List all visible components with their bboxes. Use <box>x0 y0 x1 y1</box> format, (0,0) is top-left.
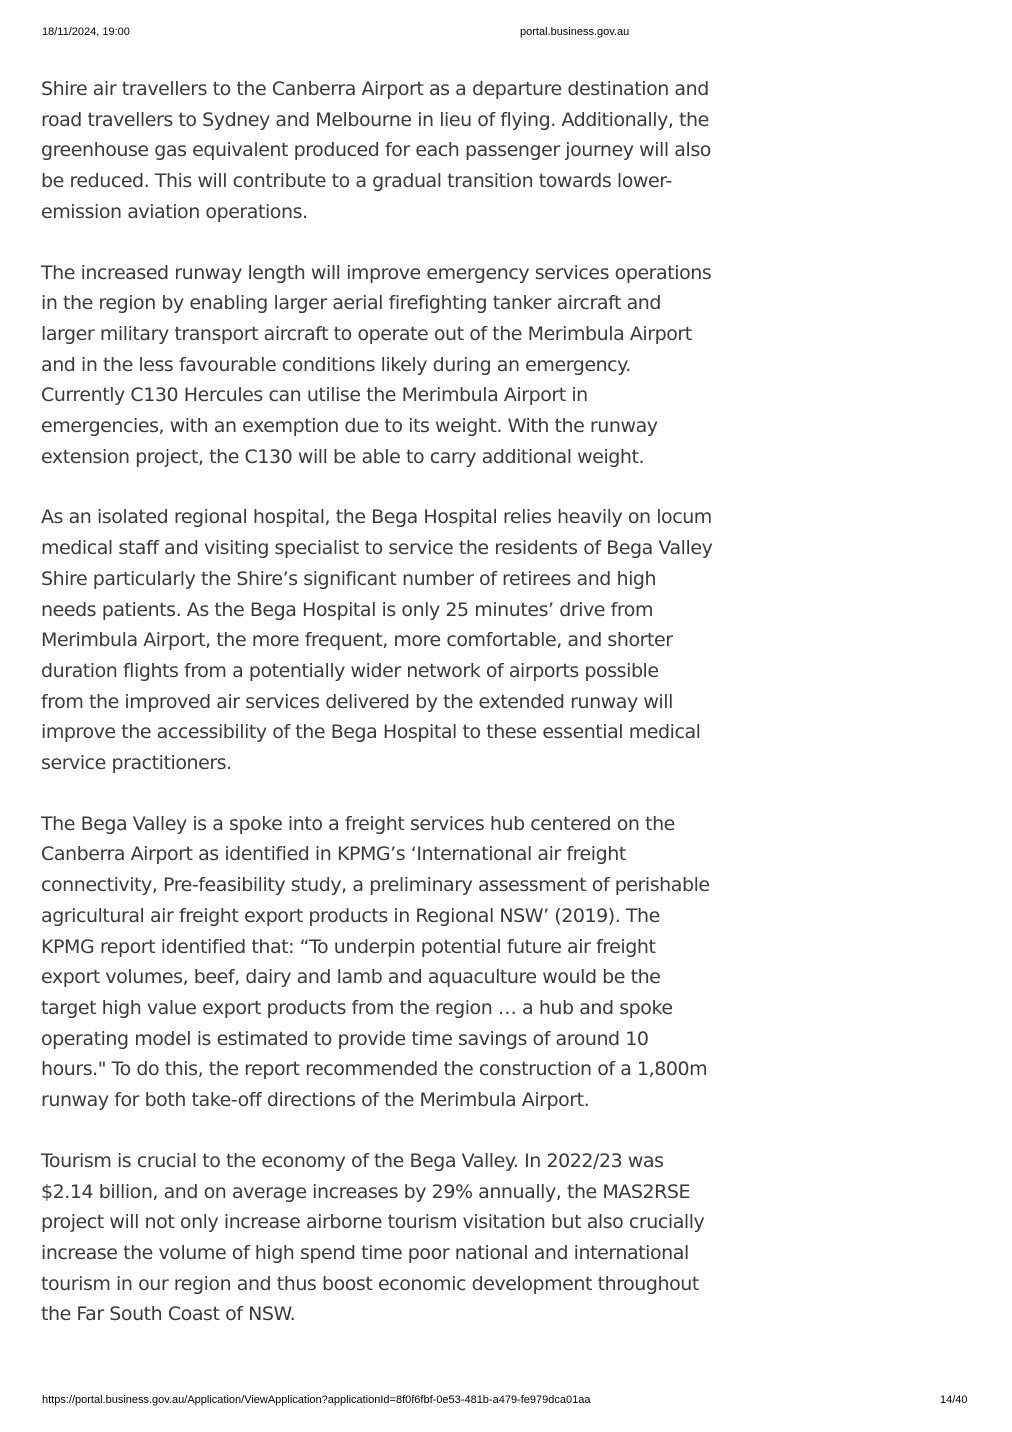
text-line: operating model is estimated to provide time savings of around 10 <box>41 1027 649 1050</box>
text-line: the Far South Coast of NSW. <box>41 1303 296 1326</box>
print-page-url: https://portal.business.gov.au/Application/ViewApplication?applicationId=8f0f6fbf-0e53-481b-a479-fe979dca01aa <box>42 1394 591 1406</box>
text-line: road travellers to Sydney and Melbourne in lieu of flying. Additionally, the <box>41 108 709 131</box>
print-site-domain: portal.business.gov.au <box>520 26 630 38</box>
text-line: $2.14 billion, and on average increases by 29% annually, the MAS2RSE <box>41 1180 691 1203</box>
text-line: service practitioners. <box>41 752 232 775</box>
text-line: be reduced. This will contribute to a gradual transition towards lower- <box>41 170 672 193</box>
text-line: KPMG report identified that: “To underpin potential future air freight <box>41 935 656 958</box>
text-line: The increased runway length will improve emergency services operations <box>41 261 712 284</box>
text-line: from the improved air services delivered by the extended runway will <box>41 690 673 713</box>
print-footer <box>0 1394 1012 1414</box>
text-line: Canberra Airport as identified in KPMG’s ‘International air freight <box>41 843 626 866</box>
text-line: and in the less favourable conditions likely during an emergency. <box>41 353 631 376</box>
paragraph-emergency-services <box>41 258 756 473</box>
text-line: As an isolated regional hospital, the Bega Hospital relies heavily on locum <box>41 506 712 529</box>
text-line: increase the volume of high spend time poor national and international <box>41 1241 689 1264</box>
text-line: tourism in our region and thus boost economic development throughout <box>41 1272 699 1295</box>
text-line: agricultural air freight export products in Regional NSW’ (2019). The <box>41 904 660 927</box>
text-line: project will not only increase airborne tourism visitation but also crucially <box>41 1211 705 1234</box>
paragraph-hospital <box>41 502 756 778</box>
text-line: greenhouse gas equivalent produced for each passenger journey will also <box>41 139 711 162</box>
text-line: Shire air travellers to the Canberra Airport as a departure destination and <box>41 78 709 100</box>
text-line: Shire particularly the Shire’s significant number of retirees and high <box>41 567 657 590</box>
text-line: Currently C130 Hercules can utilise the Merimbula Airport in <box>41 384 588 407</box>
document-body <box>41 74 756 1360</box>
text-line: in the region by enabling larger aerial firefighting tanker aircraft and <box>41 292 661 315</box>
text-line: extension project, the C130 will be able to carry additional weight. <box>41 445 645 468</box>
text-line: The Bega Valley is a spoke into a freight services hub centered on the <box>41 812 675 835</box>
text-line: larger military transport aircraft to operate out of the Merimbula Airport <box>41 322 692 345</box>
text-line: export volumes, beef, dairy and lamb and aquaculture would be the <box>41 966 661 989</box>
text-line: Tourism is crucial to the economy of the Bega Valley. In 2022/23 was <box>41 1149 664 1172</box>
print-page-number: 14/40 <box>940 1394 968 1406</box>
text-line: hours." To do this, the report recommended the construction of a 1,800m <box>41 1058 708 1081</box>
text-line: runway for both take-off directions of the Merimbula Airport. <box>41 1089 590 1112</box>
text-line: Merimbula Airport, the more frequent, more comfortable, and shorter <box>41 629 673 652</box>
text-line: connectivity, Pre-feasibility study, a preliminary assessment of perishable <box>41 874 710 897</box>
text-line: duration flights from a potentially wider network of airports possible <box>41 659 659 682</box>
text-line: medical staff and visiting specialist to service the residents of Bega Valley <box>41 537 713 560</box>
paragraph-tourism <box>41 1146 756 1330</box>
text-line: emission aviation operations. <box>41 200 308 223</box>
text-line: improve the accessibility of the Bega Hospital to these essential medical <box>41 721 701 744</box>
text-line: needs patients. As the Bega Hospital is only 25 minutes’ drive from <box>41 598 654 621</box>
paragraph-emissions <box>41 74 756 228</box>
text-line: emergencies, with an exemption due to its weight. With the runway <box>41 415 658 438</box>
text-line: target high value export products from the region … a hub and spoke <box>41 996 673 1019</box>
print-header <box>0 26 1012 46</box>
paragraph-freight <box>41 809 756 1116</box>
print-datetime: 18/11/2024, 19:00 <box>42 26 130 38</box>
